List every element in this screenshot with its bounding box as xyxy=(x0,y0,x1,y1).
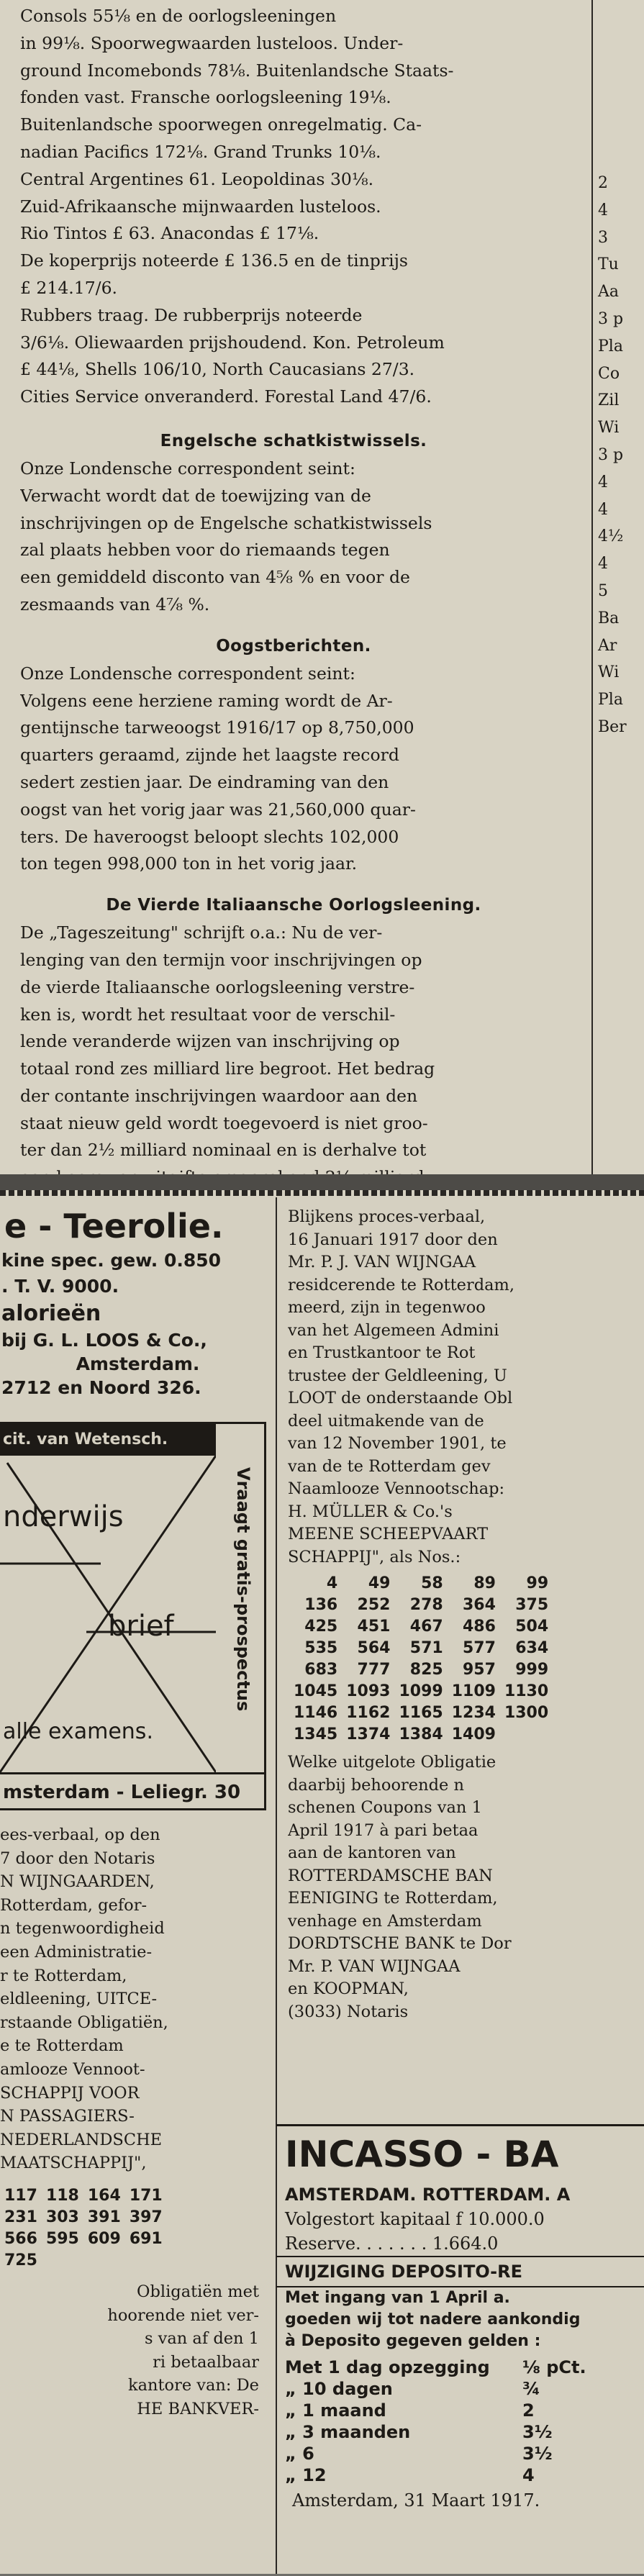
lot-number: 1093 xyxy=(346,1682,391,1700)
lot-row xyxy=(289,1616,553,1638)
lot-number: 609 xyxy=(87,2229,121,2248)
incasso-ad xyxy=(276,2124,644,2576)
text-line: lenging van den termijn voor inschrijvingen op xyxy=(20,949,422,970)
margin-fragment: 3 p xyxy=(598,445,624,464)
rate-term: „ 10 dagen xyxy=(285,2379,393,2399)
text-line: £ 214.17/6. xyxy=(20,277,117,298)
text-line: n tegenwoordigheid xyxy=(0,1919,165,1938)
incasso-intro: à Deposito gegeven gelden : xyxy=(285,2332,541,2350)
text-line: meerd, zijn in tegenwoo xyxy=(288,1298,486,1317)
school-word: brief xyxy=(108,1610,174,1643)
lot-number: 164 xyxy=(87,2186,121,2205)
school-ad-bottom: msterdam - Leliegr. 30 xyxy=(0,1772,264,1808)
lot-number: 1162 xyxy=(346,1704,391,1722)
lot-number: 566 xyxy=(4,2229,37,2248)
margin-fragment: Pla xyxy=(598,691,623,709)
lot-number xyxy=(500,1724,553,1746)
text-line: quarters geraamd, zijnde het laagste record xyxy=(20,745,399,766)
ad-line: Amsterdam. xyxy=(76,1353,200,1374)
notaris-right-tail xyxy=(282,1751,644,2023)
margin-fragment: 3 p xyxy=(598,309,624,328)
right-margin-column xyxy=(592,170,644,741)
school-word: alle examens. xyxy=(3,1719,153,1744)
lot-number: 691 xyxy=(129,2229,163,2248)
lot-number: 1109 xyxy=(451,1682,496,1700)
text-line: gentijnsche tarweoogst 1916/17 op 8,750,000 xyxy=(20,717,414,738)
lot-row xyxy=(289,1724,553,1746)
text-line: Verwacht wordt dat de toewijzing van de xyxy=(20,485,371,506)
text-line: in 99⅛. Spoorwegwaarden lusteloos. Under- xyxy=(20,32,404,53)
incasso-date: Amsterdam, 31 Maart 1917. xyxy=(292,2490,540,2511)
lot-number: 99 xyxy=(526,1574,549,1592)
lot-number: 425 xyxy=(304,1618,338,1636)
margin-fragment: 4 xyxy=(598,500,608,519)
lot-number: 49 xyxy=(368,1574,391,1592)
text-line: schenen Coupons van 1 xyxy=(288,1798,482,1817)
text-line: Cities Service onveranderd. Forestal Land 47/6. xyxy=(20,386,432,407)
rate-term: „ 6 xyxy=(285,2444,314,2464)
lot-row xyxy=(289,1638,553,1659)
lot-number: 451 xyxy=(357,1618,391,1636)
lot-number: 1165 xyxy=(399,1704,443,1722)
rate-value: 3½ xyxy=(522,2444,553,2464)
incasso-reserve: Reserve. . . . . . . 1.664.0 xyxy=(285,2233,499,2254)
lot-number: 364 xyxy=(463,1596,496,1614)
margin-fragment: Tu xyxy=(598,255,619,274)
text-line: r te Rotterdam, xyxy=(0,1966,127,1985)
ad-line: bij G. L. LOOS & Co., xyxy=(1,1330,207,1351)
margin-fragment: Co xyxy=(598,364,620,383)
text-line: Rio Tintos £ 63. Anacondas £ 17⅛. xyxy=(20,223,319,244)
text-line: NEDERLANDSCHE xyxy=(0,2130,163,2149)
text-line: van 12 November 1901, te xyxy=(288,1434,507,1453)
market-report xyxy=(20,0,567,411)
lot-number: 1234 xyxy=(451,1704,496,1722)
incasso-cities: AMSTERDAM. ROTTERDAM. A xyxy=(285,2185,571,2205)
text-line: ter dan 2½ milliard nominaal en is derhalve tot xyxy=(20,1140,427,1161)
section-heading: Engelsche schatkistwissels. xyxy=(160,431,427,450)
section-body xyxy=(20,455,567,619)
lot-number: 89 xyxy=(473,1574,496,1592)
lot-number: 391 xyxy=(87,2208,121,2226)
lot-number: 1409 xyxy=(451,1725,496,1743)
lot-number: 999 xyxy=(515,1661,549,1679)
notaris-right-text xyxy=(282,1206,644,1569)
lot-number: 1130 xyxy=(504,1682,549,1700)
text-line: ground Incomebonds 78⅛. Buitenlandsche Staats- xyxy=(20,60,454,81)
school-ad-top: cit. van Wetensch. Nieuws xyxy=(0,1424,216,1456)
text-line: De „Tageszeitung" schrijft o.a.: Nu de ver- xyxy=(20,922,383,943)
text-line: 3/6⅛. Oliewaarden prijshoudend. Kon. Petroleum xyxy=(20,332,445,353)
lot-numbers xyxy=(0,2185,167,2272)
margin-fragment: Ba xyxy=(598,609,620,627)
lot-number: 58 xyxy=(421,1574,443,1592)
text-line: aan de kantoren van xyxy=(288,1843,456,1862)
lot-number: 1045 xyxy=(294,1682,338,1700)
ad-line: . T. V. 9000. xyxy=(1,1276,119,1297)
text-line: £ 44⅛, Shells 106/10, North Caucasians 27/3. xyxy=(20,359,415,380)
text-line: SCHAPPIJ VOOR xyxy=(0,2083,140,2103)
news-clipping xyxy=(0,0,644,1174)
notaris-left-tail xyxy=(0,2280,268,2421)
margin-fragment: 4½ xyxy=(598,527,624,546)
teerolie-ad xyxy=(0,1205,276,1420)
text-line: 7 door den Notaris xyxy=(0,1849,155,1868)
lot-row xyxy=(289,1573,553,1595)
text-line: Rubbers traag. De rubberprijs noteerde xyxy=(20,304,363,325)
rate-term: „ 3 maanden xyxy=(285,2422,411,2442)
rate-row xyxy=(276,2357,644,2378)
lot-number: 1374 xyxy=(346,1725,391,1743)
ad-title: e - Teerolie. xyxy=(4,1207,224,1246)
lot-row xyxy=(0,2207,167,2228)
lot-number: 486 xyxy=(463,1618,496,1636)
text-line: H. MÜLLER & Co.'s xyxy=(288,1502,453,1521)
school-side-text: Vraagt gratis-prospectus xyxy=(233,1467,253,1712)
text-line: zesmaands van 4⅞ %. xyxy=(20,594,210,614)
text-line: totaal rond zes milliard lire begroot. Het bedrag xyxy=(20,1058,435,1079)
text-line: Obligatiën met xyxy=(137,2282,259,2301)
news-body xyxy=(0,0,587,1219)
lot-number: 397 xyxy=(129,2208,163,2226)
text-line: Mr. P. VAN WIJNGAA xyxy=(288,1956,461,1976)
incasso-wijziging: WIJZIGING DEPOSITO-RE xyxy=(276,2256,644,2287)
text-line: residcerende te Rotterdam, xyxy=(288,1275,515,1294)
lot-number: 136 xyxy=(304,1596,338,1614)
text-line: e te Rotterdam xyxy=(0,2036,124,2056)
lot-number: 577 xyxy=(463,1639,496,1657)
text-line: 16 Januari 1917 door den xyxy=(288,1230,498,1249)
text-line: trustee der Geldleening, U xyxy=(288,1366,507,1385)
text-line: inschrijvingen op de Engelsche schatkistwissels xyxy=(20,512,432,533)
text-line: fonden vast. Fransche oorlogsleening 19⅛. xyxy=(20,87,391,108)
margin-fragment: 4 xyxy=(598,473,608,491)
school-word: nderwijs xyxy=(3,1500,124,1533)
incasso-intro: goeden wij tot nadere aankondig xyxy=(285,2310,581,2328)
text-line: Rotterdam, gefor- xyxy=(0,1895,148,1915)
rate-value: ¾ xyxy=(522,2379,540,2399)
lot-number: 777 xyxy=(357,1661,391,1679)
text-line: Consols 55⅛ en de oorlogsleeningen xyxy=(20,6,337,26)
lot-number: 504 xyxy=(515,1618,549,1636)
text-line: de vierde Italiaansche oorlogsleening verstre- xyxy=(20,976,415,997)
lot-number: 1146 xyxy=(294,1704,338,1722)
incasso-kapitaal: Volgestort kapitaal f 10.000.0 xyxy=(285,2209,545,2229)
margin-fragment: 5 xyxy=(598,581,608,600)
lot-number: 1384 xyxy=(399,1725,443,1743)
incasso-title: INCASSO - BA xyxy=(285,2133,559,2175)
lot-number: 278 xyxy=(409,1596,443,1614)
rate-row xyxy=(276,2421,644,2443)
text-line: ken is, wordt het resultaat voor de verschil- xyxy=(20,1004,396,1025)
text-line: en KOOPMAN, xyxy=(288,1979,409,1998)
lot-number: 535 xyxy=(304,1639,338,1657)
lot-number: 375 xyxy=(515,1596,549,1614)
text-line: ton tegen 998,000 ton in het vorig jaar. xyxy=(20,853,358,874)
notaris-left-text xyxy=(0,1823,268,2175)
text-line: SCHAPPIJ", als Nos.: xyxy=(288,1547,461,1566)
ad-line: 2712 en Noord 326. xyxy=(1,1377,201,1398)
margin-fragment: Ar xyxy=(598,636,617,655)
text-line: Welke uitgelote Obligatie xyxy=(288,1753,496,1772)
rate-term: Met 1 dag opzegging xyxy=(285,2357,490,2377)
text-line: Onze Londensche correspondent seint: xyxy=(20,458,355,479)
text-line: Naamlooze Vennootschap: xyxy=(288,1479,505,1498)
section-heading: De Vierde Italiaansche Oorlogsleening. xyxy=(106,896,481,915)
text-line: deel uitmakende van de xyxy=(288,1411,484,1430)
margin-fragment: 3 xyxy=(598,228,608,247)
text-line: ri betaalbaar xyxy=(153,2352,259,2372)
text-line: s van af den 1 xyxy=(144,2329,259,2349)
rate-value: 2 xyxy=(522,2400,535,2421)
text-line: hoorende niet ver- xyxy=(107,2305,259,2325)
lot-number: 303 xyxy=(45,2208,79,2226)
lot-number: 117 xyxy=(4,2186,37,2205)
text-line: venhage en Amsterdam xyxy=(288,1911,482,1931)
lot-number: 825 xyxy=(409,1661,443,1679)
text-line: nadian Pacifics 172⅛. Grand Trunks 10⅛. xyxy=(20,141,381,162)
text-line: van de te Rotterdam gev xyxy=(288,1456,491,1476)
lot-row xyxy=(0,2185,167,2207)
margin-fragment: Ber xyxy=(598,717,627,736)
lot-number: 1099 xyxy=(399,1682,443,1700)
text-line: staat nieuw geld wordt toegevoerd is niet groo- xyxy=(20,1112,428,1133)
text-line: Volgens eene herziene raming wordt de Ar- xyxy=(20,690,393,711)
lot-number: 171 xyxy=(129,2186,163,2205)
margin-fragment: 2 xyxy=(598,174,608,192)
lot-number: 725 xyxy=(4,2251,37,2269)
text-line: MAATSCHAPPIJ", xyxy=(0,2154,147,2173)
text-line: daarbij behoorende n xyxy=(288,1775,464,1795)
lot-number: 4 xyxy=(326,1574,338,1592)
text-line: zal plaats hebben voor do riemaands tegen xyxy=(20,540,390,561)
section-heading: Oogstberichten. xyxy=(216,636,371,656)
text-line: rstaande Obligatiën, xyxy=(0,2013,168,2032)
notaris-right xyxy=(282,1206,644,2023)
notaris-left xyxy=(0,1823,268,2421)
lot-row xyxy=(289,1702,553,1724)
text-line: Central Argentines 61. Leopoldinas 30⅛. xyxy=(20,168,374,189)
text-line: Zuid-Afrikaansche mijnwaarden lusteloos. xyxy=(20,196,381,217)
text-line: N PASSAGIERS- xyxy=(0,2107,135,2126)
text-line: een Administratie- xyxy=(0,1942,153,1962)
lot-row xyxy=(0,2228,167,2250)
rate-row xyxy=(276,2464,644,2486)
text-line: een gemiddeld disconto van 4⅝ % en voor de xyxy=(20,567,410,588)
text-line: April 1917 à pari betaa xyxy=(288,1820,479,1840)
rate-value: 4 xyxy=(522,2465,535,2485)
text-line: N WIJNGAARDEN, xyxy=(0,1872,155,1892)
rate-row xyxy=(276,2400,644,2421)
lot-number xyxy=(42,2250,83,2272)
text-line: Blijkens proces-verbaal, xyxy=(288,1207,486,1226)
text-line: Onze Londensche correspondent seint: xyxy=(20,663,355,684)
lot-numbers xyxy=(289,1573,553,1746)
text-line: MEENE SCHEEPVAART xyxy=(288,1525,489,1543)
text-line: en Trustkantoor te Rot xyxy=(288,1343,476,1362)
lot-number xyxy=(125,2250,167,2272)
deposit-rates xyxy=(276,2357,644,2486)
lot-number: 564 xyxy=(357,1639,391,1657)
text-line: van het Algemeen Admini xyxy=(288,1320,499,1340)
lot-number: 595 xyxy=(45,2229,79,2248)
text-line: der contante inschrijvingen waardoor aan den xyxy=(20,1085,418,1106)
text-line: DORDTSCHE BANK te Dor xyxy=(288,1934,512,1953)
margin-fragment: 4 xyxy=(598,201,608,219)
ad-line: alorieën xyxy=(1,1301,101,1326)
lot-number: 252 xyxy=(357,1596,391,1614)
lot-row xyxy=(0,2250,167,2272)
rate-term: „ 12 xyxy=(285,2465,327,2485)
lot-row xyxy=(289,1595,553,1616)
margin-fragment: Zil xyxy=(598,391,620,410)
lot-number: 467 xyxy=(409,1618,443,1636)
rate-value: ⅛ pCt. xyxy=(522,2357,586,2377)
lot-number: 957 xyxy=(463,1661,496,1679)
school-ad xyxy=(0,1422,266,1810)
text-line: EENIGING te Rotterdam, xyxy=(288,1889,498,1908)
text-line: lende veranderde wijzen van inschrijving op xyxy=(20,1031,400,1052)
lot-number: 118 xyxy=(45,2186,79,2205)
margin-fragment: Aa xyxy=(598,283,620,301)
margin-fragment: 4 xyxy=(598,555,608,573)
torn-edge xyxy=(0,1174,644,1190)
lot-number: 634 xyxy=(515,1639,549,1657)
text-line: sedert zestien jaar. De eindraming van den xyxy=(20,771,389,792)
section-body xyxy=(20,661,567,878)
text-line: ROTTERDAMSCHE BAN xyxy=(288,1866,493,1885)
lot-number: 571 xyxy=(409,1639,443,1657)
lot-number: 1300 xyxy=(504,1704,549,1722)
text-line: oogst van het vorig jaar was 21,560,000 quar- xyxy=(20,799,416,820)
lot-number xyxy=(83,2250,125,2272)
text-line: amlooze Vennoot- xyxy=(0,2059,145,2079)
text-line: LOOT de onderstaande Obl xyxy=(288,1389,513,1407)
incasso-intro: Met ingang van 1 April a. xyxy=(285,2289,510,2307)
text-line: ters. De haveroogst beloopt slechts 102,000 xyxy=(20,826,399,847)
margin-fragment: Wi xyxy=(598,419,620,437)
lot-row xyxy=(289,1659,553,1681)
text-line: ees-verbaal, op den xyxy=(0,1826,160,1844)
lot-number: 683 xyxy=(304,1661,338,1679)
lot-row xyxy=(289,1681,553,1702)
ad-line: kine spec. gew. 0.850 xyxy=(1,1250,222,1271)
margin-fragment: Pla xyxy=(598,337,623,355)
border-band xyxy=(0,1190,644,1196)
rate-row xyxy=(276,2378,644,2400)
rate-value: 3½ xyxy=(522,2422,553,2442)
text-line: HE BANKVER- xyxy=(137,2399,259,2418)
lot-number: 1345 xyxy=(294,1725,338,1743)
lot-number: 231 xyxy=(4,2208,37,2226)
text-line: Mr. P. J. VAN WIJNGAA xyxy=(288,1253,476,1271)
rate-term: „ 1 maand xyxy=(285,2400,386,2421)
text-line: eldleening, UITCE- xyxy=(0,1990,158,2009)
text-line: Buitenlandsche spoorwegen onregelmatig. Ca- xyxy=(20,114,422,135)
rate-row xyxy=(276,2443,644,2464)
text-line: kantore van: De xyxy=(127,2376,259,2395)
text-line: (3033) Notaris xyxy=(288,2002,409,2021)
ads-clipping xyxy=(0,1190,644,2574)
text-line: De koperprijs noteerde £ 136.5 en de tinprijs xyxy=(20,250,408,271)
margin-fragment: Wi xyxy=(598,663,620,682)
